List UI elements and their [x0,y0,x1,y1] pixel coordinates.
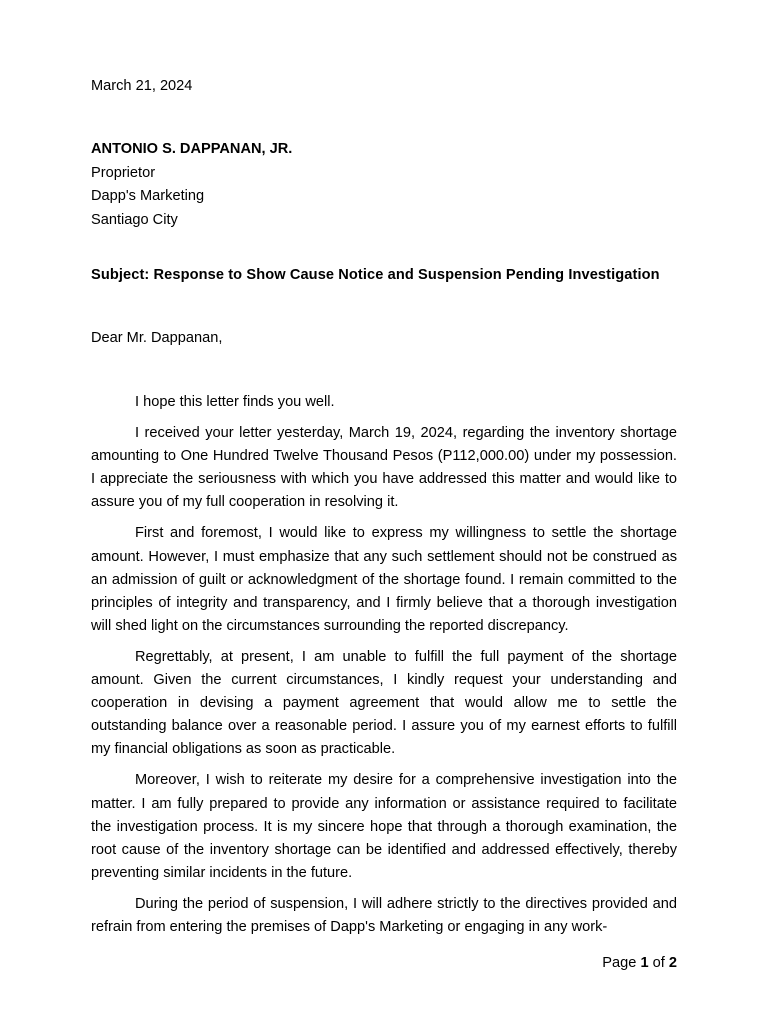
recipient-city: Santiago City [91,211,178,228]
body-paragraph: First and foremost, I would like to express my willingness to settle the shortage amount. However, I must emphasize that any such settlement should not be construed as an admission of guilt or acknowledgment of the shortage found. I remain committed to the principles of integrity and transparency, and I firmly believe that a thorough investigation will shed light on the circumstances surrounding the reported discrepancy. [91,525,677,634]
body-paragraph: Regrettably, at present, I am unable to fulfill the full payment of the shortage amount. Given the current circumstances, I kindly request your understanding and cooperation in devising a payment agreement that would allow me to settle the outstanding balance over a reasonable period. I assure you of my earnest efforts to fulfill my financial obligations as soon as practicable. [91,648,677,758]
letter-body [91,391,677,947]
body-paragraph: During the period of suspension, I will adhere strictly to the directives provided and refrain from entering the premises of Dapp's Marketing or engaging in any work- [91,895,677,935]
of-label: of [652,955,665,971]
body-paragraph: I received your letter yesterday, March 19, 2024, regarding the inventory shortage amounting to One Hundred Twelve Thousand Pesos (P112,000.00) under my possession. I appreciate the seriousness with which you have addressed this matter and would like to assure you of my full cooperation in resolving it. [91,425,677,511]
letter-salutation: Dear Mr. Dappanan, [91,330,223,346]
recipient-title: Proprietor [91,164,156,181]
recipient-company: Dapp's Marketing [91,188,205,204]
body-paragraph: I hope this letter finds you well. [135,394,335,410]
body-paragraph: Moreover, I wish to reiterate my desire for a comprehensive investigation into the matter. I am fully prepared to provide any information or assistance required to facilitate the investigation process. It is my sincere hope that through a thorough examination, the root cause of the inventory shortage can be identified and addressed effectively, thereby preventing similar incidents in the future. [91,772,677,881]
recipient-block [91,138,677,232]
page-number-footer [602,952,677,975]
page-label: Page [602,955,637,971]
letter-date: March 21, 2024 [91,78,193,94]
letter-subject: Subject: Response to Show Cause Notice and Suspension Pending Investigation [91,267,660,283]
current-page-number: 1 [640,955,649,971]
recipient-name: ANTONIO S. DAPPANAN, JR. [91,141,293,157]
total-page-count: 2 [668,955,677,971]
